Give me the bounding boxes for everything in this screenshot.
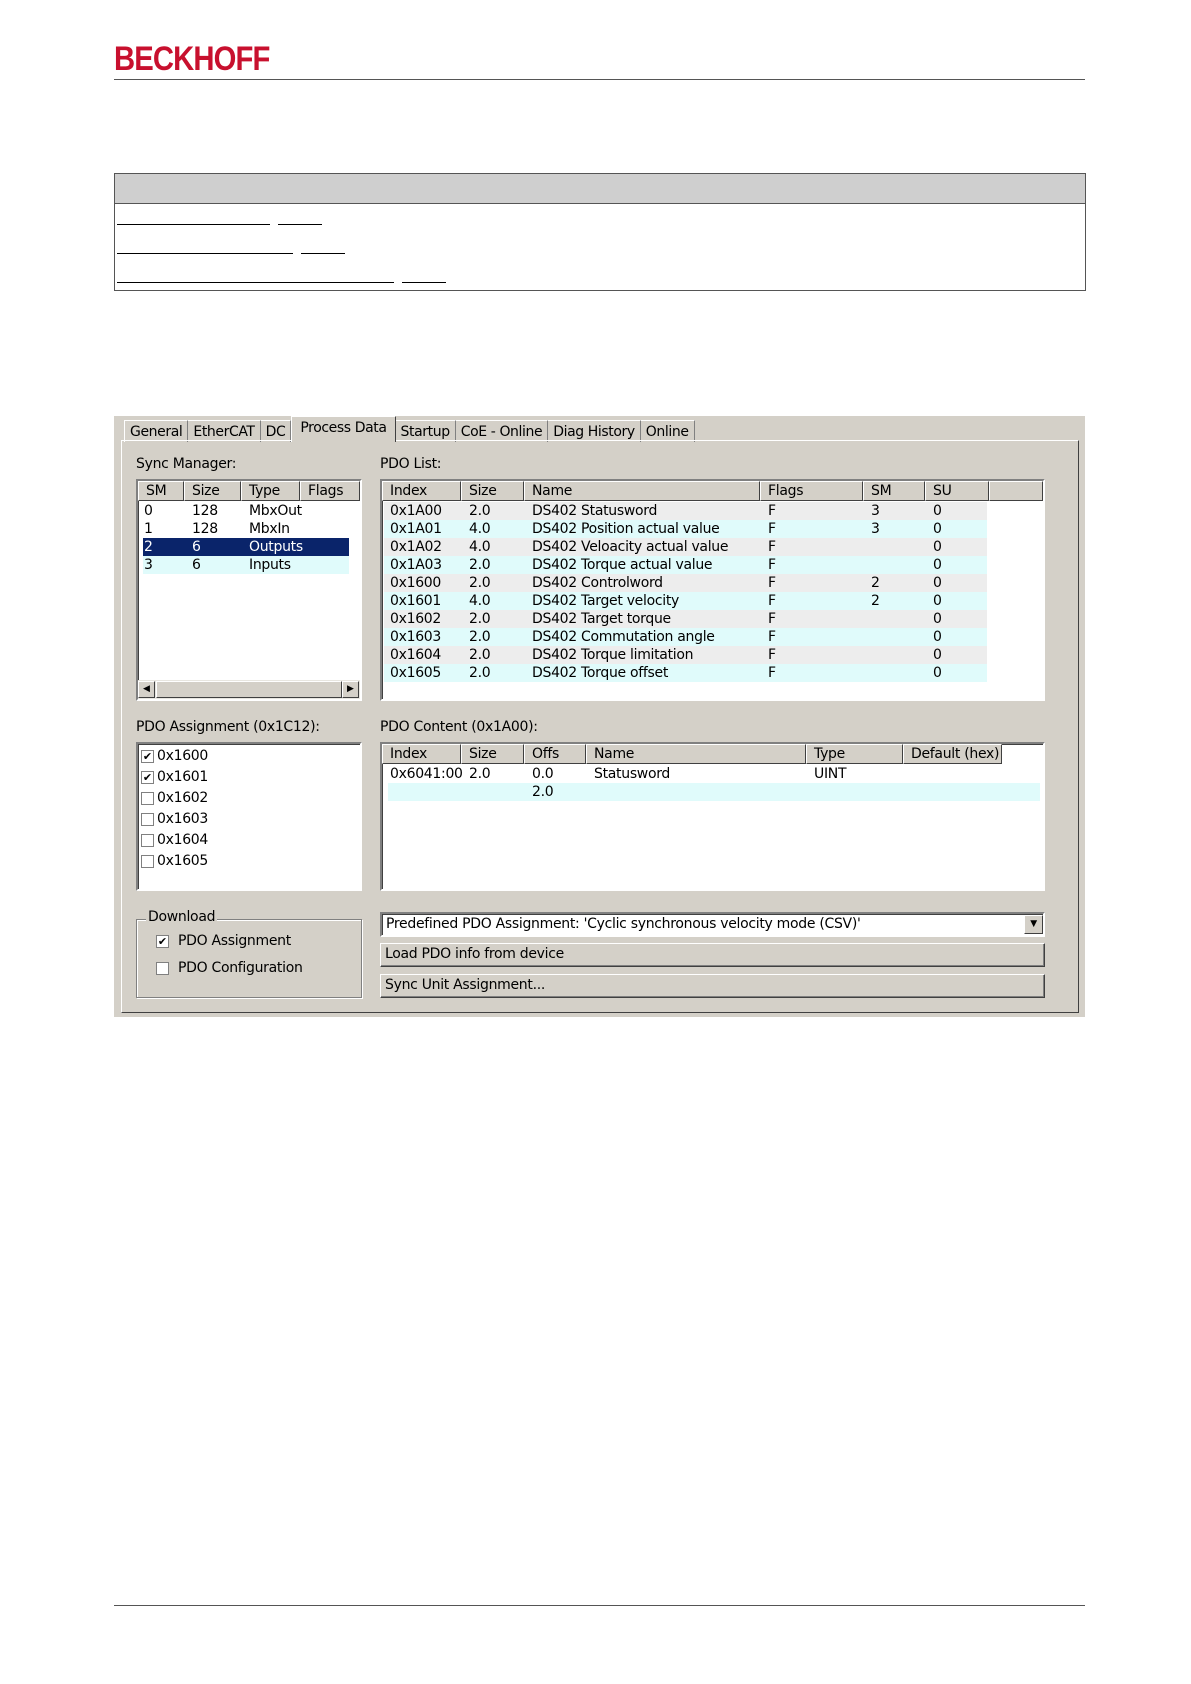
tab-online[interactable]: Online xyxy=(641,420,695,442)
pdo-assign-label: 0x1604 xyxy=(157,832,209,848)
pc-col-offs[interactable]: Offs xyxy=(524,744,586,764)
toc-link-page[interactable] xyxy=(278,213,322,225)
pdo-assign-label: 0x1601 xyxy=(157,769,209,785)
sm-row[interactable] xyxy=(143,520,349,538)
header-rule xyxy=(114,79,1085,80)
pl-col-name[interactable]: Name xyxy=(524,481,760,501)
toc-link-1[interactable] xyxy=(117,213,446,242)
pl-cell-index: 0x1A03 xyxy=(390,557,442,573)
tab-general[interactable]: General xyxy=(124,420,188,442)
toc-link-title[interactable] xyxy=(117,242,293,254)
pl-cell-name: DS402 Torque limitation xyxy=(532,647,694,663)
pl-cell-index: 0x1601 xyxy=(390,593,442,609)
pdo-list-row[interactable] xyxy=(384,610,987,628)
pl-cell-sm: 3 xyxy=(871,503,880,519)
sm-cell-size: 6 xyxy=(192,557,201,573)
pl-cell-index: 0x1A01 xyxy=(390,521,442,537)
pl-cell-size: 2.0 xyxy=(469,629,491,645)
pdo-content-table[interactable] xyxy=(380,742,1045,891)
scroll-right-icon[interactable]: ▶ xyxy=(342,681,359,698)
toc-link-title[interactable] xyxy=(117,213,270,225)
pl-cell-index: 0x1605 xyxy=(390,665,442,681)
pc-col-type[interactable]: Type xyxy=(806,744,903,764)
pl-cell-size: 2.0 xyxy=(469,503,491,519)
pdo-assign-checkbox-0x1602[interactable] xyxy=(141,792,154,805)
pl-cell-su: 0 xyxy=(933,539,942,555)
pdo-assign-checkbox-0x1603[interactable] xyxy=(141,813,154,826)
load-pdo-info-button[interactable]: Load PDO info from device xyxy=(380,943,1045,967)
sm-cell-size: 128 xyxy=(192,503,218,519)
pl-col-filler xyxy=(989,481,1043,501)
sm-cell-type: Outputs xyxy=(249,539,303,555)
sm-cell-type: MbxOut xyxy=(249,503,302,519)
toc-link-page[interactable] xyxy=(301,242,345,254)
pdo-assign-label: 0x1605 xyxy=(157,853,209,869)
pl-cell-size: 4.0 xyxy=(469,593,491,609)
sm-row[interactable] xyxy=(143,538,349,556)
pl-cell-flags: F xyxy=(768,629,776,645)
process-data-dialog xyxy=(114,416,1085,1017)
pl-cell-flags: F xyxy=(768,575,776,591)
tab-diag-history[interactable]: Diag History xyxy=(548,420,641,442)
toc-links xyxy=(117,213,446,300)
footer-rule xyxy=(114,1605,1085,1606)
pdo-assign-checkbox-0x1605[interactable] xyxy=(141,855,154,868)
sm-cell-type: MbxIn xyxy=(249,521,290,537)
pdo-assign-checkbox-0x1600[interactable]: ✔ xyxy=(142,750,153,763)
pc-cell-offs: 0.0 xyxy=(532,766,554,782)
sync-unit-assignment-button[interactable]: Sync Unit Assignment... xyxy=(380,974,1045,998)
sm-hscrollbar[interactable] xyxy=(138,680,360,699)
pl-cell-index: 0x1604 xyxy=(390,647,442,663)
pl-cell-su: 0 xyxy=(933,665,942,681)
pdo-configuration-checkbox[interactable] xyxy=(156,962,169,975)
pl-cell-size: 2.0 xyxy=(469,665,491,681)
sm-col-flags[interactable]: Flags xyxy=(300,481,360,501)
sm-col-type[interactable]: Type xyxy=(241,481,300,501)
pl-cell-flags: F xyxy=(768,539,776,555)
pdo-assign-checkbox-0x1604[interactable] xyxy=(141,834,154,847)
pdo-list-row[interactable] xyxy=(384,502,987,520)
pdo-list-row[interactable] xyxy=(384,592,987,610)
pc-cell-type: UINT xyxy=(814,766,847,782)
sm-cell-sm: 0 xyxy=(144,503,153,519)
pdo-assignment-label: PDO Assignment (0x1C12): xyxy=(136,719,320,735)
sm-cell-sm: 1 xyxy=(144,521,153,537)
pl-cell-su: 0 xyxy=(933,629,942,645)
pc-col-index[interactable]: Index xyxy=(382,744,461,764)
pl-cell-flags: F xyxy=(768,503,776,519)
predefined-pdo-select-value: Predefined PDO Assignment: 'Cyclic synchronous velocity mode (CSV)' xyxy=(386,916,861,932)
pl-cell-name: DS402 Torque offset xyxy=(532,665,669,681)
pl-cell-name: DS402 Position actual value xyxy=(532,521,720,537)
pl-cell-su: 0 xyxy=(933,575,942,591)
pl-cell-name: DS402 Controlword xyxy=(532,575,663,591)
pl-cell-flags: F xyxy=(768,647,776,663)
pl-col-index[interactable]: Index xyxy=(382,481,461,501)
sm-cell-sm: 3 xyxy=(144,557,153,573)
pl-cell-index: 0x1602 xyxy=(390,611,442,627)
pl-cell-sm: 2 xyxy=(871,575,880,591)
pl-cell-size: 2.0 xyxy=(469,575,491,591)
pdo-assign-checkbox-0x1601[interactable]: ✔ xyxy=(142,771,153,784)
pdo-list-row[interactable] xyxy=(384,520,987,538)
pl-cell-su: 0 xyxy=(933,593,942,609)
pl-cell-size: 2.0 xyxy=(469,557,491,573)
pdo-list-row[interactable] xyxy=(384,574,987,592)
beckhoff-logo: BECKHOFF xyxy=(114,40,270,78)
pl-cell-su: 0 xyxy=(933,521,942,537)
pl-cell-name: DS402 Veloacity actual value xyxy=(532,539,729,555)
toc-link-title[interactable] xyxy=(117,271,394,283)
pl-cell-su: 0 xyxy=(933,557,942,573)
pdo-list-row[interactable] xyxy=(384,646,987,664)
pc-col-name[interactable]: Name xyxy=(586,744,806,764)
pc-cell-offs: 2.0 xyxy=(532,784,554,800)
pc-cell-size: 2.0 xyxy=(469,766,491,782)
pdo-assign-label: 0x1603 xyxy=(157,811,209,827)
pl-col-sm[interactable]: SM xyxy=(863,481,925,501)
tab-process-data[interactable]: Process Data xyxy=(291,416,395,442)
pdo-assignment-checkbox-label: PDO Assignment xyxy=(178,933,291,949)
chevron-down-icon[interactable]: ▼ xyxy=(1024,915,1043,934)
download-group xyxy=(136,919,362,998)
pdo-assignment-checkbox[interactable]: ✔ xyxy=(157,935,168,948)
pl-cell-name: DS402 Target velocity xyxy=(532,593,680,609)
pl-col-su[interactable]: SU xyxy=(925,481,989,501)
pl-cell-name: DS402 Torque actual value xyxy=(532,557,713,573)
pl-col-size[interactable]: Size xyxy=(461,481,524,501)
pl-cell-sm: 3 xyxy=(871,521,880,537)
pl-cell-index: 0x1600 xyxy=(390,575,442,591)
toc-link-2[interactable] xyxy=(117,242,446,271)
sync-manager-label: Sync Manager: xyxy=(136,456,237,472)
pdo-configuration-checkbox-label: PDO Configuration xyxy=(178,960,303,976)
sm-row[interactable] xyxy=(143,502,349,520)
sm-col-size[interactable]: Size xyxy=(184,481,241,501)
sync-manager-list[interactable] xyxy=(136,479,362,701)
sm-cell-size: 6 xyxy=(192,539,201,555)
pl-cell-flags: F xyxy=(768,665,776,681)
pl-cell-name: DS402 Commutation angle xyxy=(532,629,715,645)
pl-cell-flags: F xyxy=(768,521,776,537)
pl-cell-name: DS402 Statusword xyxy=(532,503,658,519)
pdo-content-row[interactable] xyxy=(388,765,1040,783)
pl-cell-size: 4.0 xyxy=(469,539,491,555)
pl-col-flags[interactable]: Flags xyxy=(760,481,863,501)
toc-link-page[interactable] xyxy=(402,271,446,283)
pl-cell-name: DS402 Target torque xyxy=(532,611,671,627)
pl-cell-index: 0x1603 xyxy=(390,629,442,645)
pc-col-default-hex-[interactable]: Default (hex) xyxy=(903,744,1002,764)
tab-dc[interactable]: DC xyxy=(261,420,292,442)
pc-col-size[interactable]: Size xyxy=(461,744,524,764)
pdo-assignment-list[interactable] xyxy=(136,742,362,891)
pl-cell-size: 4.0 xyxy=(469,521,491,537)
toc-link-gap xyxy=(270,213,278,224)
pl-cell-sm: 2 xyxy=(871,593,880,609)
predefined-pdo-select[interactable] xyxy=(380,912,1045,937)
pl-cell-size: 2.0 xyxy=(469,611,491,627)
pdo-list-label: PDO List: xyxy=(380,456,442,472)
sm-cell-sm: 2 xyxy=(144,539,153,555)
pl-cell-su: 0 xyxy=(933,503,942,519)
process-data-panel xyxy=(121,440,1079,1013)
pl-cell-flags: F xyxy=(768,611,776,627)
toc-link-3[interactable] xyxy=(117,271,446,300)
toc-link-gap xyxy=(293,242,301,253)
sm-cell-type: Inputs xyxy=(249,557,291,573)
pl-cell-index: 0x1A02 xyxy=(390,539,442,555)
sm-row[interactable] xyxy=(143,556,349,574)
sm-cell-size: 128 xyxy=(192,521,218,537)
pdo-list-row[interactable] xyxy=(384,628,987,646)
pdo-list-table[interactable] xyxy=(380,479,1045,701)
pl-cell-index: 0x1A00 xyxy=(390,503,442,519)
tab-bar xyxy=(124,418,695,442)
pl-cell-size: 2.0 xyxy=(469,647,491,663)
pl-cell-flags: F xyxy=(768,593,776,609)
tab-coe-online[interactable]: CoE - Online xyxy=(456,420,549,442)
pdo-assign-label: 0x1600 xyxy=(157,748,209,764)
pdo-list-row[interactable] xyxy=(384,556,987,574)
pc-cell-index: 0x6041:00 xyxy=(390,766,463,782)
sm-col-sm[interactable]: SM xyxy=(138,481,184,501)
tab-ethercat[interactable]: EtherCAT xyxy=(188,420,260,442)
toc-header xyxy=(115,174,1085,204)
scroll-left-icon[interactable]: ◀ xyxy=(138,681,155,698)
pl-cell-su: 0 xyxy=(933,611,942,627)
toc-box xyxy=(114,173,1086,291)
scroll-thumb[interactable] xyxy=(156,681,342,698)
toc-link-gap xyxy=(394,271,402,282)
pdo-content-row[interactable] xyxy=(388,783,1040,801)
pc-cell-name: Statusword xyxy=(594,766,671,782)
download-label: Download xyxy=(148,909,216,925)
pdo-list-row[interactable] xyxy=(384,538,987,556)
pdo-list-row[interactable] xyxy=(384,664,987,682)
pl-cell-su: 0 xyxy=(933,647,942,663)
pl-cell-flags: F xyxy=(768,557,776,573)
pdo-content-label: PDO Content (0x1A00): xyxy=(380,719,538,735)
tab-startup[interactable]: Startup xyxy=(396,420,456,442)
pdo-assign-label: 0x1602 xyxy=(157,790,209,806)
